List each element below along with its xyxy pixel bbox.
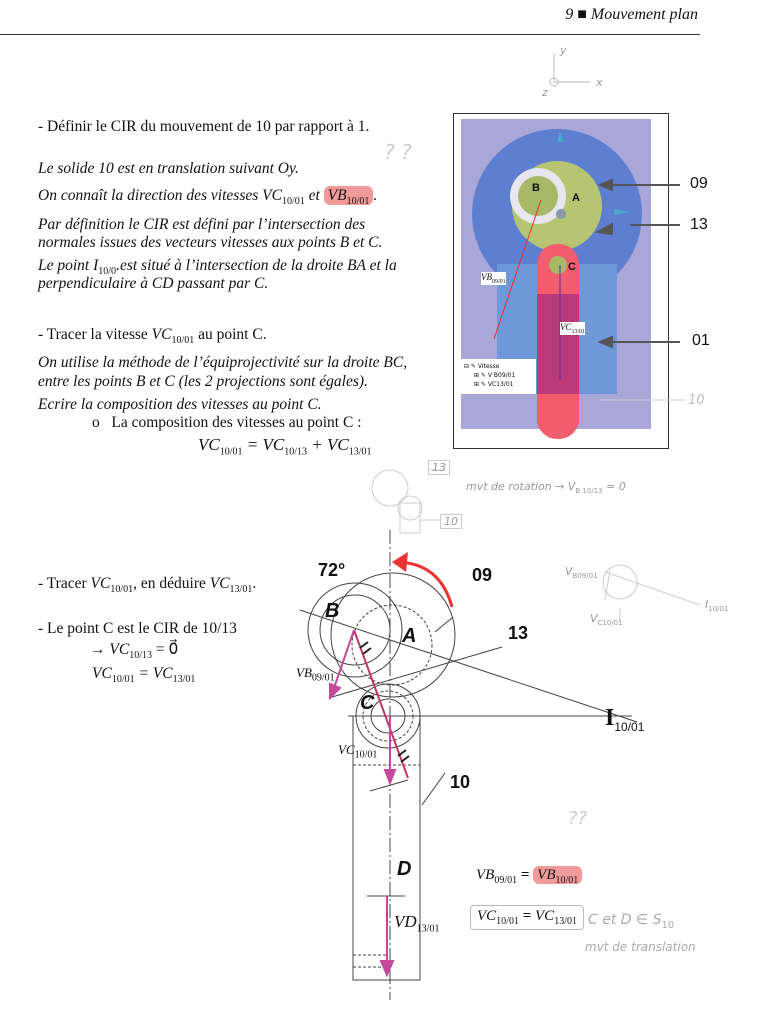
vd-vector-label [394, 912, 439, 934]
text: VC [327, 435, 349, 454]
text: = 0⃗ [151, 641, 179, 658]
subscript: B 10/13 [575, 487, 603, 496]
subscript: 10/01 [708, 605, 729, 614]
subscript: 13/01 [229, 584, 253, 596]
s1-heading: - Définir le CIR du mouvement de 10 par rapport à 1. [38, 118, 370, 135]
subscript: 10/01 [346, 196, 370, 208]
text: VC [338, 742, 355, 757]
side-note-vc [590, 612, 623, 627]
text: Vitesse [477, 363, 500, 370]
side-note-i [705, 598, 728, 613]
subscript: 10/01 [555, 875, 579, 886]
text: VC [90, 575, 111, 592]
bullet-icon: o [92, 414, 100, 431]
subscript: 09/01 [494, 875, 518, 886]
axis-z-label: z [542, 86, 548, 99]
subscript: 10/01 [614, 719, 645, 734]
text: Le point I [38, 257, 99, 274]
text: VC13/01 [487, 381, 514, 388]
side-note-vb [565, 565, 598, 580]
header-rule [0, 34, 700, 35]
handwritten-note-1 [588, 912, 674, 931]
s3-line4: $VC_{10/01} = VC_{13/01}$ [92, 665, 196, 686]
text: V [590, 612, 598, 625]
angle-label: 72° [318, 560, 346, 580]
subscript: 10/01 [219, 446, 243, 458]
s3-heading: - Tracer $VC_{10/01}$, en déduire $VC_{13/01}$. [38, 575, 257, 596]
tree-node-vc[interactable]: ⊞ ✎ VC13/01 [474, 381, 514, 388]
text: V B09/01 [487, 372, 516, 379]
text: VC [152, 665, 173, 682]
text: VC [560, 322, 572, 332]
subscript: 10/01 [171, 335, 195, 347]
s3-line2: - Le point C est le CIR de 10/13 [38, 620, 237, 637]
subscript: 10/0 [98, 266, 117, 278]
vector-vc [151, 326, 195, 347]
page-number: 9 [565, 6, 574, 23]
text: VC [477, 908, 497, 924]
text: VC [92, 665, 112, 682]
part-09-label: 09 [472, 565, 493, 585]
subscript: 10/01 [110, 584, 134, 596]
text: .est situé à l’intersection de la droite BA et la [116, 257, 397, 274]
subscript: 10/13 [129, 650, 152, 662]
text: VC [262, 187, 282, 204]
tree-node-vitesse[interactable]: ⊟ ✎ Vitesse [464, 363, 500, 370]
axis-y-label: y [560, 44, 567, 57]
sketch-label-13: 13 [428, 460, 450, 475]
point-c-label: C [360, 692, 375, 714]
subscript: 13/01 [554, 916, 577, 927]
part-13-label: 13 [508, 623, 529, 643]
text: VB [296, 665, 312, 680]
text: VB [476, 867, 495, 883]
callout-arrows [590, 170, 690, 410]
text: → [90, 641, 110, 658]
s1-line3: Par définition le CIR est défini par l’intersection des [38, 216, 366, 233]
point-b-label: B [532, 182, 540, 194]
running-header [565, 6, 698, 24]
text: VB [481, 272, 492, 282]
vb-vector-label [481, 272, 506, 285]
text: On connaît la direction des vitesses [38, 187, 263, 204]
text: VC [151, 326, 172, 343]
question-note: ? ? [384, 140, 412, 164]
text: VC [262, 435, 285, 454]
result-vc-equation: $VC_{10/01} = VC_{13/01}$ [470, 905, 584, 930]
subscript: 13/01 [172, 674, 196, 686]
s2-line3: Ecrire la composition des vitesses au point C. [38, 396, 322, 413]
callout-10-handwritten: 10 [688, 393, 705, 408]
rotation-arrowhead-icon [392, 552, 408, 572]
text: VC [198, 435, 220, 454]
s2-bullet-item [92, 414, 362, 432]
subscript: 09/01 [311, 672, 335, 684]
part-10-label: 10 [450, 772, 471, 792]
point-c-label: C [568, 261, 576, 273]
subscript: B09/01 [572, 572, 598, 581]
text: I [605, 705, 615, 731]
tree-node-vb[interactable]: ⊞ ✎ V B09/01 [474, 372, 516, 379]
subscript: 10/13 [284, 446, 308, 458]
vector-vc [262, 187, 305, 208]
subscript: 10/01 [354, 749, 378, 761]
text: VC [109, 641, 130, 658]
text: au point C. [194, 326, 267, 343]
s2-line1: On utilise la méthode de l’équiprojectivité sur la droite BC, [38, 354, 408, 371]
text: - Tracer [38, 575, 91, 592]
subscript: 10/01 [496, 916, 519, 927]
subscript: 10/01 [111, 674, 135, 686]
text: C et D ∈ S [588, 912, 662, 928]
text: VC [535, 908, 555, 924]
result-vb-equation: $VB_{09/01} = VB_{10/01}$ [476, 867, 582, 886]
section-title: Mouvement plan [590, 6, 698, 23]
text: VC [209, 575, 230, 592]
text: VB [537, 867, 556, 883]
text: mvt de rotation → V [466, 480, 576, 493]
subscript: 13/01 [416, 923, 440, 935]
s1-line2: On connaît la direction des vitesses $VC_{10/01}$ et $VB_{10/01}$ . [38, 187, 378, 208]
text: et [308, 187, 324, 204]
text: VD [394, 912, 417, 931]
callout-01: 01 [692, 332, 710, 349]
square-bullet-icon: ■ [577, 6, 587, 23]
point-d-label: D [397, 858, 412, 880]
s1-line6: perpendiculaire à CD passant par C. [38, 275, 269, 292]
s1-line1: Le solide 10 est en translation suivant Oy. [38, 160, 299, 177]
text: - Tracer la vitesse [38, 326, 152, 343]
s1-line4: normales issues des vecteurs vitesses aux points B et C. [38, 234, 383, 251]
vc-vector-label [560, 322, 585, 335]
text: La composition des vitesses au point C : [111, 414, 362, 431]
handwritten-note-2: mvt de translation [585, 940, 696, 954]
axis-x-label: x [596, 76, 603, 89]
highlighted-vb [533, 866, 582, 884]
feature-tree [464, 362, 515, 389]
point-a-label: A [572, 192, 580, 204]
highlighted-vector-vb [324, 186, 374, 208]
subscript: C10/01 [597, 619, 623, 628]
point-a-label: A [402, 625, 417, 647]
text: V [565, 565, 573, 578]
subscript: 10/01 [281, 196, 305, 208]
composition-equation: $VC_{10/01} = VC_{10/13} + VC_{13/01}$ [198, 435, 372, 458]
vc-vector-label [338, 742, 377, 761]
text: , en déduire [133, 575, 210, 592]
sketch-label-10: 10 [440, 514, 462, 529]
callout-13: 13 [690, 216, 708, 233]
point-b-label: B [325, 600, 340, 622]
callout-09: 09 [690, 175, 708, 192]
sketch-rotation-note [466, 480, 626, 495]
s2-heading [38, 326, 267, 346]
s2-line2: entre les points B et C (les 2 projections sont égales). [38, 373, 368, 390]
cir-point-label [605, 705, 644, 734]
question-note: ?? [568, 808, 588, 829]
vb-vector-label [296, 665, 335, 684]
subscript: 10 [661, 919, 675, 931]
subscript: 09/01 [492, 278, 506, 285]
subscript: 13/01 [348, 446, 372, 458]
text: = 0 [606, 480, 626, 493]
text: I [705, 598, 709, 611]
text: VB [327, 187, 347, 204]
subscript: 13/01 [571, 328, 586, 335]
